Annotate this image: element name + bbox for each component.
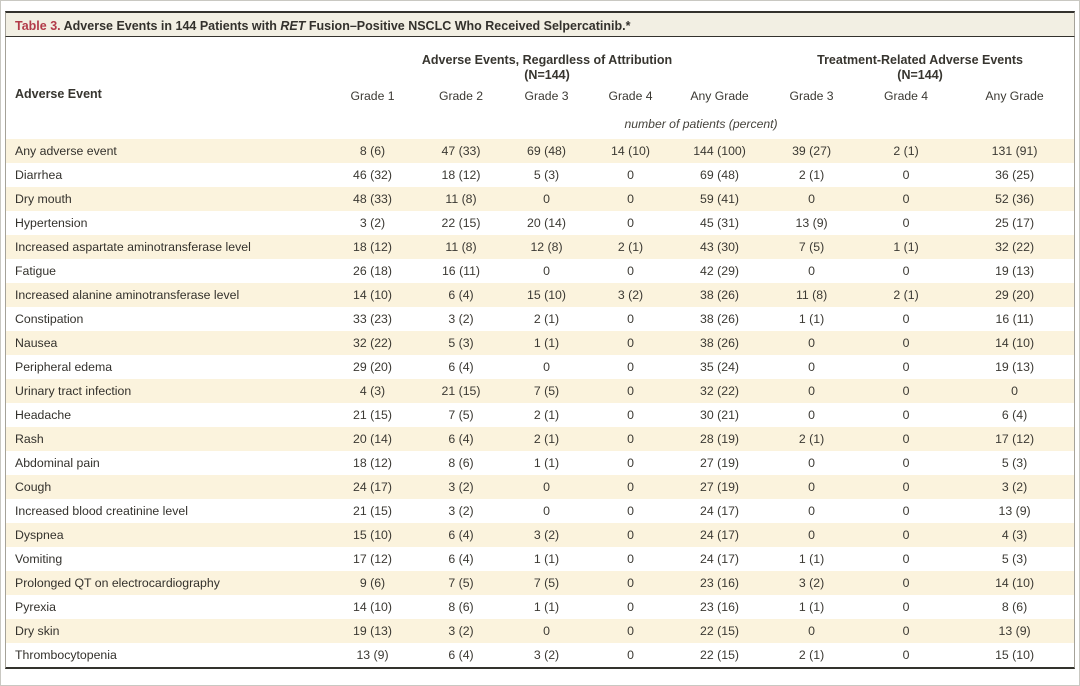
cell-value: 3 (2) [533, 528, 560, 542]
cell-value: 0 [627, 552, 634, 566]
cell-value: 6 (4) [448, 528, 474, 542]
cell-value: 0 [902, 264, 910, 278]
cell-value: 0 [902, 504, 910, 518]
cell-value: 4 (3) [1001, 528, 1028, 542]
cell-value: 5 (3) [1001, 552, 1028, 566]
table-row [6, 187, 1074, 211]
cell-value: 0 [902, 432, 910, 446]
cell-value: 13 (9) [998, 624, 1031, 638]
cell-value: 1 (1) [533, 336, 560, 350]
table-body-frame [5, 37, 1075, 669]
cell-value: 15 (10) [527, 288, 566, 302]
cell-value: 8 (6) [1001, 600, 1028, 614]
cell-value: 0 [808, 192, 815, 206]
cell-value: 0 [627, 456, 634, 470]
cell-value: 6 (4) [448, 432, 474, 446]
cell-value: 2 (1) [893, 144, 919, 158]
cell-value: 0 [902, 384, 910, 398]
table-row [6, 547, 1074, 571]
col-header-grade1: Grade 1 [350, 89, 395, 103]
group-header-treatment-related [766, 37, 1074, 83]
adverse-event-name: Abdominal pain [15, 456, 100, 470]
cell-value: 14 (10) [995, 336, 1035, 350]
cell-value: 3 (2) [1001, 480, 1028, 494]
title-text-prefix: Adverse Events in 144 Patients with [60, 19, 281, 33]
cell-value: 21 (15) [441, 384, 481, 398]
cell-value: 0 [902, 528, 910, 542]
cell-value: 11 (8) [445, 240, 477, 254]
table-row [6, 283, 1074, 307]
cell-value: 0 [543, 264, 550, 278]
cell-value: 0 [627, 648, 634, 662]
cell-value: 32 (22) [700, 384, 740, 398]
group-label: Adverse Events, Regardless of Attribution [421, 53, 673, 67]
journal-table [5, 11, 1075, 669]
cell-value: 0 [902, 312, 910, 326]
adverse-event-name: Headache [15, 408, 72, 422]
cell-value: 15 (10) [353, 528, 392, 542]
cell-value: 0 [627, 384, 634, 398]
group-n: (N=144) [524, 68, 570, 82]
cell-value: 59 (41) [700, 192, 740, 206]
cell-value: 0 [902, 360, 910, 374]
adverse-event-name: Dry mouth [15, 192, 72, 206]
cell-value: 38 (26) [700, 336, 740, 350]
table-body [6, 139, 1074, 667]
cell-value: 0 [627, 216, 634, 230]
cell-value: 42 (29) [700, 264, 740, 278]
adverse-event-name: Hypertension [15, 216, 88, 230]
group-n: (N=144) [897, 68, 943, 82]
cell-value: 0 [902, 192, 910, 206]
adverse-events-table [6, 37, 1074, 667]
adverse-event-name: Nausea [15, 336, 58, 350]
table-row [6, 619, 1074, 643]
cell-value: 22 (15) [700, 624, 740, 638]
cell-value: 3 (2) [617, 288, 644, 302]
cell-value: 0 [627, 336, 634, 350]
cell-value: 3 (2) [798, 576, 825, 590]
table-row [6, 139, 1074, 163]
cell-value: 1 (1) [533, 600, 560, 614]
col-header-any-grade: Any Grade [690, 89, 749, 103]
cell-value: 0 [808, 408, 815, 422]
cell-value: 3 (2) [359, 216, 386, 230]
cell-value: 0 [808, 336, 815, 350]
cell-value: 6 (4) [1001, 408, 1028, 422]
cell-value: 23 (16) [700, 600, 740, 614]
adverse-event-name: Prolonged QT on electrocardiography [15, 576, 220, 590]
cell-value: 131 (91) [991, 144, 1038, 158]
cell-value: 27 (19) [700, 456, 740, 470]
cell-value: 144 (100) [693, 144, 746, 158]
table-row [6, 475, 1074, 499]
cell-value: 48 (33) [353, 192, 392, 206]
cell-value: 23 (16) [700, 576, 740, 590]
table-row [6, 307, 1074, 331]
table-row [6, 499, 1074, 523]
cell-value: 69 (48) [527, 144, 566, 158]
cell-value: 14 (10) [611, 144, 650, 158]
group-header-regardless [328, 37, 766, 83]
cell-value: 17 (12) [995, 432, 1035, 446]
cell-value: 0 [902, 576, 910, 590]
cell-value: 1 (1) [533, 552, 560, 566]
cell-value: 0 [902, 552, 910, 566]
cell-value: 30 (21) [700, 408, 740, 422]
cell-value: 11 (8) [445, 192, 477, 206]
cell-value: 3 (2) [448, 624, 474, 638]
units-note-row [6, 109, 1074, 139]
adverse-event-name: Pyrexia [15, 600, 57, 614]
cell-value: 7 (5) [533, 576, 560, 590]
cell-value: 39 (27) [792, 144, 832, 158]
cell-value: 0 [808, 624, 815, 638]
cell-value: 0 [627, 600, 634, 614]
adverse-event-name: Cough [15, 480, 52, 494]
cell-value: 4 (3) [359, 384, 386, 398]
cell-value: 1 (1) [533, 456, 560, 470]
cell-value: 0 [902, 168, 910, 182]
cell-value: 0 [627, 408, 634, 422]
cell-value: 22 (15) [700, 648, 740, 662]
cell-value: 0 [1011, 384, 1018, 398]
cell-value: 0 [627, 480, 634, 494]
cell-value: 19 (13) [995, 264, 1035, 278]
cell-value: 0 [543, 480, 550, 494]
cell-value: 19 (13) [995, 360, 1035, 374]
table-row [6, 211, 1074, 235]
cell-value: 5 (3) [1001, 456, 1028, 470]
cell-value: 3 (2) [448, 480, 474, 494]
cell-value: 19 (13) [353, 624, 392, 638]
cell-value: 2 (1) [533, 432, 560, 446]
cell-value: 45 (31) [700, 216, 740, 230]
cell-value: 24 (17) [353, 480, 392, 494]
cell-value: 0 [808, 456, 815, 470]
adverse-event-name: Constipation [15, 312, 84, 326]
table-row [6, 379, 1074, 403]
cell-value: 17 (12) [353, 552, 392, 566]
cell-value: 47 (33) [441, 144, 481, 158]
cell-value: 29 (20) [353, 360, 392, 374]
cell-value: 3 (2) [448, 504, 474, 518]
cell-value: 0 [543, 624, 550, 638]
title-gene-symbol: RET [280, 19, 306, 33]
cell-value: 52 (36) [995, 192, 1035, 206]
table-row [6, 163, 1074, 187]
cell-value: 1 (1) [893, 240, 919, 254]
cell-value: 0 [543, 504, 550, 518]
cell-value: 2 (1) [533, 312, 560, 326]
cell-value: 14 (10) [995, 576, 1035, 590]
col-header-grade2: Grade 2 [438, 89, 484, 103]
cell-value: 6 (4) [448, 360, 474, 374]
col-header-tr-any-grade: Any Grade [985, 89, 1044, 103]
cell-value: 8 (6) [448, 456, 474, 470]
cell-value: 0 [902, 480, 910, 494]
cell-value: 0 [808, 264, 815, 278]
cell-value: 3 (2) [448, 312, 474, 326]
cell-value: 11 (8) [795, 288, 828, 302]
cell-value: 2 (1) [798, 648, 825, 662]
cell-value: 69 (48) [700, 168, 740, 182]
cell-value: 13 (9) [795, 216, 828, 230]
cell-value: 0 [808, 504, 815, 518]
cell-value: 36 (25) [995, 168, 1035, 182]
cell-value: 38 (26) [700, 312, 740, 326]
cell-value: 2 (1) [798, 168, 825, 182]
cell-value: 12 (8) [530, 240, 563, 254]
cell-value: 0 [902, 648, 910, 662]
cell-value: 0 [902, 216, 910, 230]
cell-value: 27 (19) [700, 480, 740, 494]
adverse-event-name: Increased blood creatinine level [15, 504, 188, 518]
cell-value: 9 (6) [359, 576, 386, 590]
cell-value: 16 (11) [995, 312, 1034, 326]
cell-value: 15 (10) [995, 648, 1035, 662]
adverse-event-name: Increased aspartate aminotransferase level [15, 240, 251, 254]
adverse-event-name: Peripheral edema [15, 360, 113, 374]
cell-value: 6 (4) [448, 288, 474, 302]
cell-value: 18 (12) [441, 168, 481, 182]
cell-value: 0 [627, 528, 634, 542]
cell-value: 20 (14) [527, 216, 566, 230]
table-row [6, 259, 1074, 283]
adverse-event-name: Thrombocytopenia [15, 648, 117, 662]
table-number-label: Table 3. [15, 19, 61, 33]
cell-value: 0 [627, 624, 634, 638]
cell-value: 7 (5) [533, 384, 560, 398]
adverse-event-name: Increased alanine aminotransferase level [15, 288, 240, 302]
cell-value: 29 (20) [995, 288, 1035, 302]
table-row [6, 595, 1074, 619]
table-row [6, 331, 1074, 355]
cell-value: 1 (1) [798, 600, 825, 614]
col-header-tr-grade4: Grade 4 [884, 89, 929, 103]
cell-value: 0 [627, 360, 634, 374]
adverse-event-name: Vomiting [15, 552, 63, 566]
adverse-event-name: Diarrhea [15, 168, 63, 182]
cell-value: 0 [808, 384, 815, 398]
cell-value: 21 (15) [353, 504, 392, 518]
cell-value: 35 (24) [700, 360, 740, 374]
adverse-event-name: Dyspnea [15, 528, 64, 542]
cell-value: 32 (22) [995, 240, 1035, 254]
cell-value: 0 [627, 504, 634, 518]
cell-value: 0 [543, 192, 550, 206]
cell-value: 0 [808, 528, 815, 542]
adverse-event-name: Rash [15, 432, 44, 446]
cell-value: 0 [543, 360, 550, 374]
cell-value: 24 (17) [700, 552, 740, 566]
cell-value: 14 (10) [353, 600, 392, 614]
cell-value: 0 [627, 576, 634, 590]
cell-value: 43 (30) [700, 240, 740, 254]
table-row [6, 403, 1074, 427]
cell-value: 6 (4) [448, 552, 474, 566]
cell-value: 6 (4) [448, 648, 474, 662]
cell-value: 0 [902, 624, 910, 638]
cell-value: 13 (9) [356, 648, 389, 662]
adverse-event-column-header: Adverse Event [15, 87, 102, 101]
cell-value: 0 [902, 408, 910, 422]
cell-value: 1 (1) [798, 312, 825, 326]
cell-value: 0 [627, 432, 634, 446]
cell-value: 0 [627, 312, 634, 326]
title-text-suffix: Fusion–Positive NSCLC Who Received Selpercatinib.* [305, 19, 631, 33]
cell-value: 14 (10) [353, 288, 392, 302]
table-row [6, 451, 1074, 475]
col-header-tr-grade3: Grade 3 [789, 89, 834, 103]
cell-value: 2 (1) [533, 408, 560, 422]
cell-value: 2 (1) [798, 432, 825, 446]
cell-value: 2 (1) [617, 240, 644, 254]
cell-value: 20 (14) [353, 432, 392, 446]
cell-value: 38 (26) [700, 288, 740, 302]
cell-value: 22 (15) [441, 216, 481, 230]
table-title [5, 11, 1075, 37]
cell-value: 28 (19) [700, 432, 740, 446]
cell-value: 24 (17) [700, 504, 740, 518]
cell-value: 0 [902, 600, 910, 614]
cell-value: 46 (32) [353, 168, 392, 182]
cell-value: 7 (5) [448, 576, 474, 590]
units-note: number of patients (percent) [624, 117, 778, 131]
cell-value: 21 (15) [353, 408, 392, 422]
group-header-row [6, 37, 1074, 83]
adverse-event-name: Dry skin [15, 624, 60, 638]
cell-value: 0 [902, 336, 910, 350]
cell-value: 32 (22) [353, 336, 392, 350]
cell-value: 5 (3) [448, 336, 474, 350]
group-label: Treatment-Related Adverse Events [817, 53, 1023, 67]
table-row [6, 571, 1074, 595]
adverse-event-name: Urinary tract infection [15, 384, 132, 398]
cell-value: 0 [627, 168, 634, 182]
cell-value: 8 (6) [448, 600, 474, 614]
cell-value: 0 [627, 192, 634, 206]
cell-value: 33 (23) [353, 312, 392, 326]
cell-value: 2 (1) [893, 288, 919, 302]
cell-value: 7 (5) [798, 240, 825, 254]
adverse-event-name: Fatigue [15, 264, 57, 278]
cell-value: 24 (17) [700, 528, 740, 542]
cell-value: 18 (12) [353, 456, 392, 470]
table-row [6, 427, 1074, 451]
cell-value: 18 (12) [353, 240, 392, 254]
adverse-event-name: Any adverse event [15, 144, 117, 158]
cell-value: 0 [902, 456, 910, 470]
cell-value: 8 (6) [359, 144, 386, 158]
cell-value: 0 [808, 360, 815, 374]
cell-value: 1 (1) [798, 552, 825, 566]
cell-value: 0 [627, 264, 634, 278]
cell-value: 26 (18) [353, 264, 392, 278]
table-row [6, 355, 1074, 379]
cell-value: 7 (5) [448, 408, 474, 422]
col-header-grade3: Grade 3 [524, 89, 569, 103]
cell-value: 3 (2) [533, 648, 560, 662]
cell-value: 5 (3) [533, 168, 560, 182]
col-header-grade4: Grade 4 [608, 89, 653, 103]
table-row [6, 643, 1074, 667]
units-spacer [6, 109, 328, 139]
cell-value: 13 (9) [998, 504, 1031, 518]
cell-value: 0 [808, 480, 815, 494]
table-row [6, 523, 1074, 547]
cell-value: 25 (17) [995, 216, 1035, 230]
table-row [6, 235, 1074, 259]
cell-value: 16 (11) [441, 264, 481, 278]
